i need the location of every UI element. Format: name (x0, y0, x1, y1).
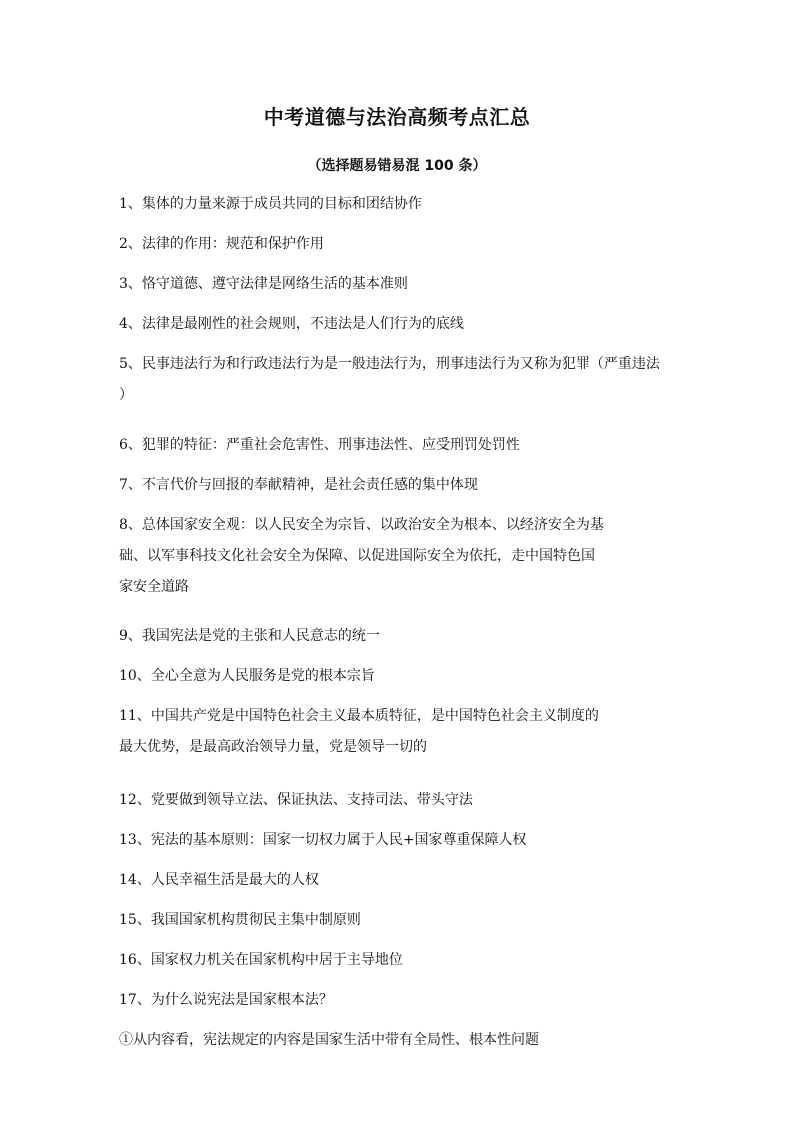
list-item (119, 470, 679, 501)
list-item-text: 4、法律是最刚性的社会规则，不违法是人们行为的底线 (119, 316, 464, 332)
list-item (119, 905, 679, 936)
list-item-text: 17、为什么说宪法是国家根本法？ (119, 992, 333, 1008)
list-item (119, 621, 679, 652)
list-item (119, 269, 679, 300)
list-item (119, 430, 679, 461)
page-subtitle: （选择题易错易混 100 条） (307, 158, 487, 174)
list-item (119, 661, 679, 692)
list-item (119, 985, 679, 1016)
list-item-text: 最大优势，是最高政治领导力量，党是领导一切的 (119, 739, 427, 755)
list-item-text: ） (119, 387, 133, 403)
list-item-text: 3、恪守道德、遵守法律是网络生活的基本准则 (119, 276, 408, 292)
list-item-text: 14、人民幸福生活是最大的人权 (119, 872, 319, 888)
list-item-text: 6、犯罪的特征：严重社会危害性、刑事违法性、应受刑罚处罚性 (119, 437, 520, 453)
list-item-text: 5、民事违法行为和行政违法行为是一般违法行为，刑事违法行为又称为犯罪（严重违法 (119, 356, 660, 372)
page-title: 中考道德与法治高频考点汇总 (263, 105, 531, 129)
list-item-text: 11、中国共产党是中国特色社会主义最本质特征，是中国特色社会主义制度的 (119, 708, 599, 724)
list-item (119, 945, 679, 976)
list-item (119, 865, 679, 896)
list-item (119, 701, 679, 763)
list-item-text: 7、不言代价与回报的奉献精神，是社会责任感的集中体现 (119, 477, 478, 493)
list-item (119, 825, 679, 856)
list-item (119, 349, 679, 411)
list-item-text: 础、以军事科技文化社会安全为保障、以促进国际安全为依托，走中国特色国 (119, 548, 595, 564)
list-item (119, 229, 679, 260)
list-item (119, 510, 679, 603)
list-item-text: 10、全心全意为人民服务是党的根本宗旨 (119, 668, 375, 684)
list-item-text: 12、党要做到领导立法、保证执法、支持司法、带头守法 (119, 792, 473, 808)
list-item-text: ①从内容看，宪法规定的内容是国家生活中带有全局性、根本性问题 (119, 1032, 539, 1048)
list-item-text: 13、宪法的基本原则：国家一切权力属于人民+国家尊重保障人权 (119, 832, 527, 848)
list-item-text: 9、我国宪法是党的主张和人民意志的统一 (119, 628, 380, 644)
list-item-text: 家安全道路 (119, 579, 189, 595)
list-item (119, 785, 679, 816)
list-item-text: 16、国家权力机关在国家机构中居于主导地位 (119, 952, 403, 968)
list-item-text: 1、集体的力量来源于成员共同的目标和团结协作 (119, 196, 422, 212)
list-item (119, 1025, 679, 1056)
list-item (119, 189, 679, 220)
list-item-text: 8、总体国家安全观：以人民安全为宗旨、以政治安全为根本、以经济安全为基 (119, 517, 604, 533)
list-item-text: 15、我国国家机构贯彻民主集中制原则 (119, 912, 361, 928)
list-item (119, 309, 679, 340)
list-item-text: 2、法律的作用：规范和保护作用 (119, 236, 324, 252)
